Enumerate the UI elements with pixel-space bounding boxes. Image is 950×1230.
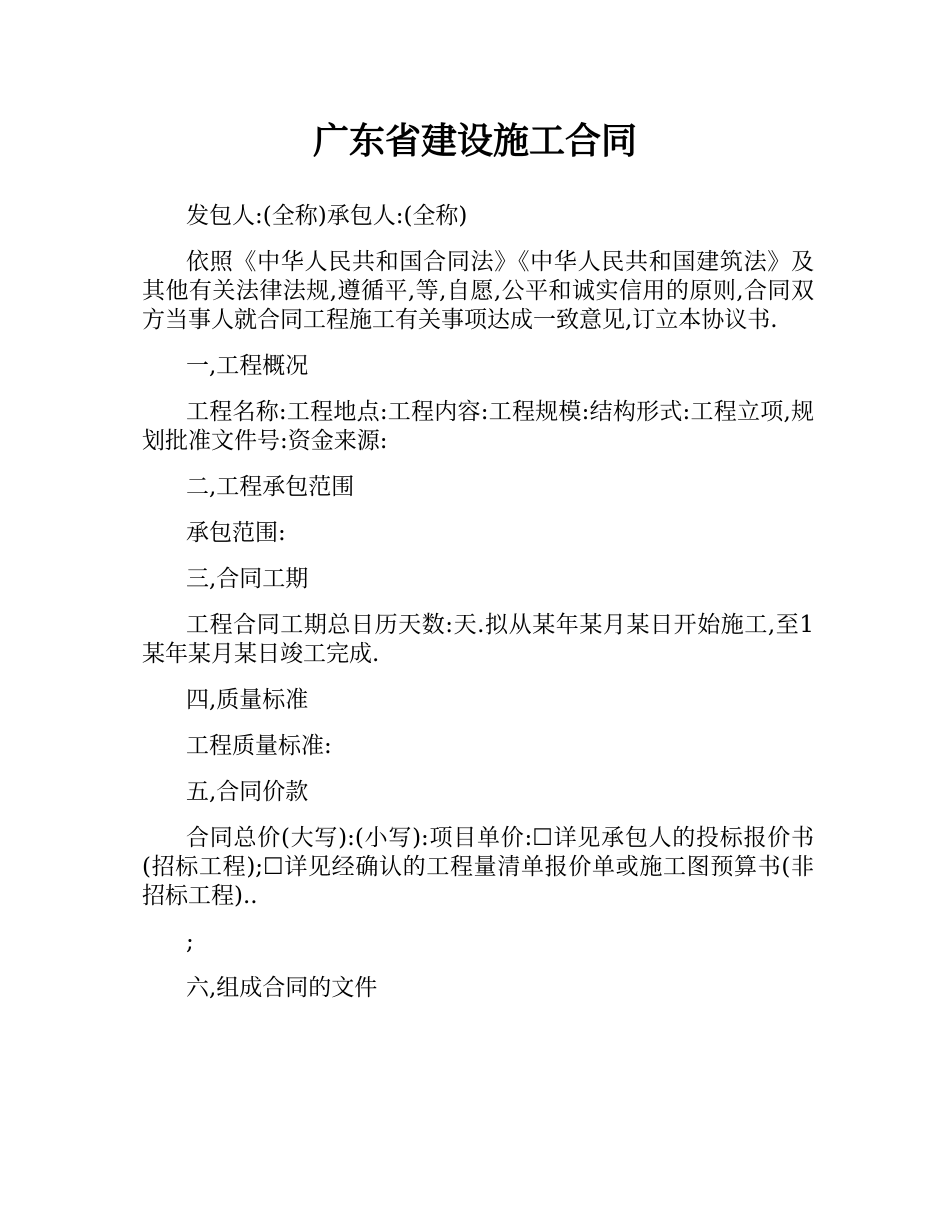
paragraph-price: 合同总价(大写):(小写):项目单价:☐详见承包人的投标报价书(招标工程);☐详见经确认的工程量清单报价单或施工图预算书(非招标工程)..	[142, 825, 814, 909]
paragraph-parties: 发包人:(全称)承包人:(全称)	[186, 203, 468, 229]
paragraph-duration: 工程合同工期总日历天数:天.拟从某年某月某日开始施工,至1某年某月某日竣工完成.	[142, 612, 814, 667]
paragraph-project-details: 工程名称:工程地点:工程内容:工程规模:结构形式:工程立项,规划批准文件号:资金来源:	[142, 399, 814, 454]
section-heading-price: 五,合同价款	[186, 779, 309, 805]
section-heading-project-overview: 一,工程概况	[186, 353, 309, 379]
document-title: 广东省建设施工合同	[312, 121, 637, 162]
section-heading-contract-documents: 六,组成合同的文件	[186, 975, 378, 1001]
section-heading-duration: 三,合同工期	[186, 566, 309, 592]
paragraph-quality: 工程质量标准:	[186, 733, 332, 759]
paragraph-semicolon: ;	[186, 929, 194, 955]
section-heading-scope: 二,工程承包范围	[186, 474, 355, 500]
paragraph-scope: 承包范围:	[186, 520, 286, 546]
section-heading-quality: 四,质量标准	[186, 687, 309, 713]
paragraph-preamble: 依照《中华人民共和国合同法》《中华人民共和国建筑法》及其他有关法律法规,遵循平,等,自愿,公平和诚实信用的原则,合同双方当事人就合同工程施工有关事项达成一致意见,订立本协议书.	[142, 249, 814, 333]
document-body	[142, 202, 814, 1020]
